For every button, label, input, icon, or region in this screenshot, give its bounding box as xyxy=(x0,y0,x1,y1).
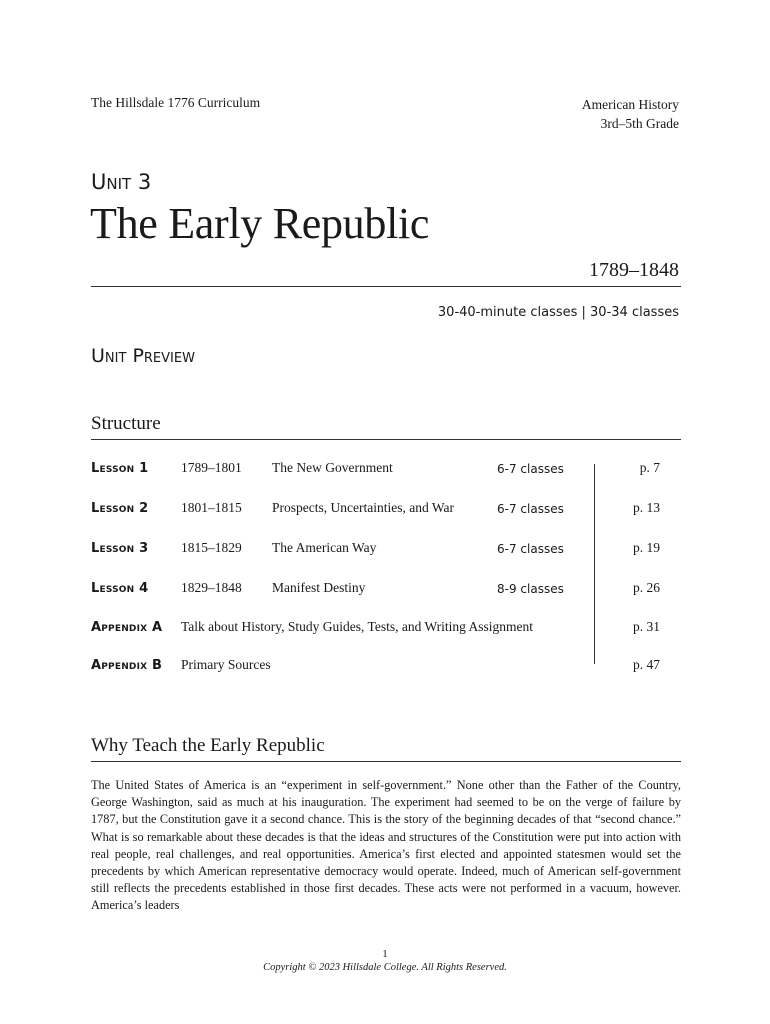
appendix-label: Appendix B xyxy=(91,658,163,673)
lesson-years: 1789–1801 xyxy=(181,460,242,475)
lesson-classes: 6-7 classes xyxy=(497,502,564,516)
lesson-label: Lesson 3 xyxy=(91,541,149,556)
lesson-page: p. 26 xyxy=(633,580,660,595)
why-teach-divider xyxy=(91,761,681,762)
lesson-title: The American Way xyxy=(272,540,377,555)
header-curriculum-name: The Hillsdale 1776 Curriculum xyxy=(91,95,261,110)
appendix-row xyxy=(91,657,681,677)
why-teach-body: The United States of America is an “experiment in self-government.” None other than the Father of the Country, George Washington, said as much at his inauguration. The experiment had seemed to be on the verge of failure by 1787, but the Constitution gave it a second chance. This is the story of the beginning decades of that “second chance.” What is so remarkable about these decades is that the ideas and structures of the Constitution were put into action with real people, real challenges, and real opportunities. America’s first elected and appointed statesmen would set the precedents by which American representative democracy would operate. Indeed, much of American self-government still reflects the precedents established in those first decades. These acts were not performed in a vacuum, however. America’s leaders xyxy=(91,778,681,913)
lesson-page: p. 13 xyxy=(633,500,660,515)
lesson-years: 1829–1848 xyxy=(181,580,242,595)
header-grade: 3rd–5th Grade xyxy=(600,116,679,131)
unit-preview-heading: Unit Preview xyxy=(91,345,195,367)
page-title: The Early Republic xyxy=(90,199,430,248)
unit-years: 1789–1848 xyxy=(589,259,679,281)
unit-class-count: 30-40-minute classes | 30-34 classes xyxy=(437,305,679,320)
structure-heading: Structure xyxy=(91,413,161,434)
lesson-title: Prospects, Uncertainties, and War xyxy=(272,500,454,515)
lesson-classes: 8-9 classes xyxy=(497,582,564,596)
appendix-page: p. 31 xyxy=(633,619,660,634)
lesson-row xyxy=(91,460,681,480)
lesson-page: p. 19 xyxy=(633,540,660,555)
appendix-title: Talk about History, Study Guides, Tests, and Writing Assignment xyxy=(181,619,534,634)
lesson-row xyxy=(91,580,681,600)
lesson-classes: 6-7 classes xyxy=(497,542,564,556)
lesson-title: The New Government xyxy=(272,460,393,475)
lesson-classes: 6-7 classes xyxy=(497,462,564,476)
lesson-label: Lesson 1 xyxy=(91,461,149,476)
lesson-label: Lesson 2 xyxy=(91,501,149,516)
why-teach-heading: Why Teach the Early Republic xyxy=(91,735,325,756)
lesson-label: Lesson 4 xyxy=(91,581,149,596)
lesson-title: Manifest Destiny xyxy=(272,580,366,595)
appendix-page: p. 47 xyxy=(633,657,660,672)
header-subject-grade xyxy=(582,95,679,133)
structure-divider xyxy=(91,439,681,440)
lesson-row xyxy=(91,540,681,560)
title-divider xyxy=(91,286,681,287)
page-column-divider xyxy=(594,464,595,664)
appendix-label: Appendix A xyxy=(91,620,163,635)
lesson-page: p. 7 xyxy=(639,460,660,475)
copyright-notice: Copyright © 2023 Hillsdale College. All Rights Reserved. xyxy=(263,962,507,973)
header-subject: American History xyxy=(581,97,679,112)
appendix-title: Primary Sources xyxy=(181,657,271,672)
lesson-row xyxy=(91,500,681,520)
lesson-years: 1815–1829 xyxy=(181,540,242,555)
unit-label: Unit 3 xyxy=(91,170,152,194)
lesson-years: 1801–1815 xyxy=(181,500,242,515)
appendix-row xyxy=(91,619,681,639)
page-number: 1 xyxy=(382,948,388,960)
